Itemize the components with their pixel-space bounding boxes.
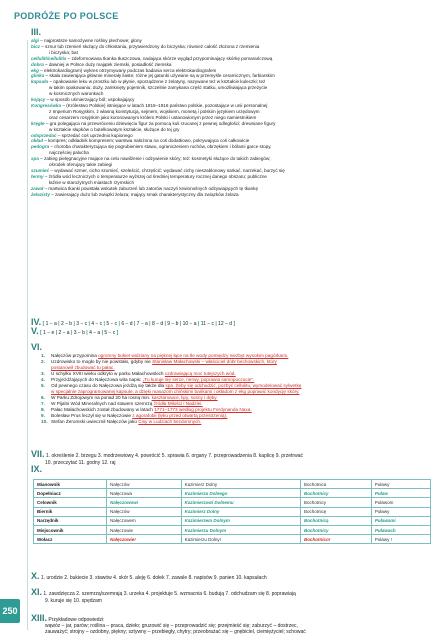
table-cell: Kazimierz Dolny [181,507,300,516]
sentence-number: 8. [41,407,45,412]
pair-answer: c [114,321,118,327]
pair-number: 3 [73,330,77,336]
sentence-answer: Cisy w Ludziach bezdomnych. [138,419,202,424]
sentence-answer: ogromny bukiet widziany na pięknej łące na tle wody pomiędzy niezbyt wysokim pagórkami. [98,353,289,358]
table-cell: Puławy [371,480,430,489]
pair-number: 9 [167,321,171,327]
glossary-term: celluliti/cellulitis [31,55,67,61]
pair-dash: – [223,321,230,327]
pair-answer: b [69,321,73,327]
section-XI-text-2: 9. kuruje się 10. spędzam [45,597,102,604]
sentence-answer: z agorafobii (lęku przed otwartą przestrzenią). [132,413,228,418]
pair-number: 5 [104,330,108,336]
glossary-definition: łaźnie w starożytnych miastach rzymskich [49,179,135,185]
table-cell: Nałęczowem [107,516,182,525]
glossary-definition: – dawniej w Polsce duży majątek ziemski, posiadłość ziemska [43,61,172,67]
glossary-term: bicz [31,43,40,49]
glossary-term: dobra [31,61,44,67]
pair-dash: – [91,330,98,336]
bracket: ] [115,330,119,336]
bracket: | [102,321,107,327]
glossary-definition: – w sposób uśmierzający ból; uspokajający [45,97,135,103]
bracket: | [178,321,183,327]
table-cell: Nałęczowie [107,525,182,534]
section-VII-number: VII. [31,449,45,459]
pair-number: 3 [76,321,80,327]
glossary-definition: w kosmicznych warunkach [49,91,104,97]
pair-dash: – [107,330,113,336]
glossary-term: żelazisty [31,191,50,197]
table-cell: Bochotnicy [300,498,371,507]
sentence-text: Nałęczów przypomina [51,353,99,358]
table-cell: Bochotnico! [300,535,371,544]
pair-number: 6 [121,321,125,327]
sentence-answer: kasztanowce, lipy, sosny i dęby. [151,395,218,400]
pair-dash: – [124,321,130,327]
table-cell: Nałęczowie! [107,535,182,544]
glossary-definition: – opakowanie leku w proszku lub w płynie, sporządzone z żelatyny, nazywane też w kształcie kuleczki; też [48,79,266,85]
sentence-answer: postanowił zbudować tu pałac. [51,365,115,370]
table-row [34,525,431,534]
bracket: | [84,330,90,336]
section-V-number: V. [31,326,39,336]
margin-rule [27,40,28,630]
glossary-term: szumieć [31,167,50,173]
glossary-definition: – najprostsze samożywne rośliny plechowe; glony [38,38,142,43]
bracket: | [117,321,122,327]
glossary-term: okład [31,138,43,144]
table-row [34,507,431,516]
glossary-entry [31,192,435,198]
pair-dash: – [170,321,176,327]
table-cell: Celownik [34,498,107,507]
declension-table [33,479,431,544]
glossary-definition: – wydawać szmer, cicho szumieć, szeleścić, chrzęścić; wydawać cichy nieszablonowy sarkać, narzekać, burzyć się [49,167,285,173]
table-cell: Bochotnicy [300,489,371,498]
section-IV-answers [43,321,236,327]
pair-dash: – [76,330,83,336]
pair-answer: a [66,330,70,336]
sentence-text: U schyłku XVIII wieku odkryto w parku Małachowskich [51,371,165,376]
table-cell: Kazimierz Dolny [181,480,300,489]
pair-answer: a [145,321,148,327]
table-cell: Kazimierza Dolnego [181,489,300,498]
table-cell: Bochotnica [300,480,371,489]
sentence-number: 7. [41,401,45,406]
section-VII-text-2: 10. przeczytać 11. godny 12. raj [45,459,116,466]
glossary-definition: i biczyska; bat [49,49,78,55]
glossary-definition: – (Królestwo Polskie) istniejące w latach 1815–1916 państwo polskie, pozostające w unii personalnej [61,102,268,108]
sentence-text: W Pijalni Wód Mineralnych nad stawem szemrzą [51,401,154,406]
glossary-definition: – sprzedać coś uprzednio kupionego [56,132,133,138]
table-cell: Miejscownik [34,525,107,534]
glossary-list [31,38,435,197]
answer-sentence [31,419,435,425]
bracket: | [72,321,77,327]
section-IV [31,319,235,327]
bracket: [ [40,330,44,336]
section-IV-number: IV. [31,317,42,327]
table-cell: Bochotnicą [300,516,371,525]
section-XI-text: 1. zawdzięcza 2. szemrzą/szemrają 3. urzeka 4. projektuje 5. wzmacnia 6. budują 7. odchudzam się 8. poprawiają [43,591,296,597]
sentence-answer: „Tu kurujе się serce, nerwy, poprawia samopoczucie”. [142,377,255,382]
sentence-answer: spa. Żeby się odchudzić, pozbyć cellulitu, wymodelować sylwetkę [165,383,302,388]
sentence-text: Uzdrowisko to mogło by nie powstało, gdyby nie [51,359,153,364]
pair-number: 8 [151,321,155,327]
pair-answer: d [129,321,133,327]
table-cell: Nałęczowa [107,489,182,498]
bracket: | [196,321,201,327]
page-header-title: PODRÓŻE PO POLSCE [14,11,119,21]
section-V-answers [40,330,118,336]
table-cell: Kazimierzem Dolnym [181,516,300,525]
glossary-definition: – skała zawierająca głównie minerały ilaste; różne jej gatunki używane są w przemyśle ceramicznym, farbiarskim [44,73,275,79]
section-XIII-line-2: zauważyć; strojny – ozdobny, piękny; sztywny – przebiegły, chytry; przeobrażać się – gnębiciel, ciemiężyciel; schować [45,629,306,636]
section-XIII [31,615,435,636]
pair-dash: – [48,321,54,327]
sentence-answer: uzdrawiającą moc tutejszych wód. [164,371,236,376]
glossary-definition: najczęściej palucha [49,150,89,156]
sentence-number: 6. [41,395,45,400]
section-III-number: III. [31,27,42,37]
sentence-answer: źródła Miłości i Nadziei. [153,401,203,406]
sentence-text: Przyjeżdżających do Nałęczowa wita napis: [51,377,143,382]
section-VI-answers [31,353,435,425]
sentence-answer: w specjalnie zaprogramowanej kapsule, a dzięki masażom chińskimi bańkami i okładom z ekg poprawić kondycję skóry. [51,389,300,394]
section-XIII-line-1: wąwóz – jar, parów; roślina – praca, dzieło; gruzowić się – przeprowadzić się; przejmieść się; zaburzyć – dostrzec, [45,623,298,630]
sentence-number: 2. [41,359,45,364]
table-cell: Bochotnicę [300,507,371,516]
table-row [34,516,431,525]
pair-dash: – [45,330,52,336]
bracket: | [87,321,92,327]
glossary-definition: w kształcie słupków o butelkowatym kształcie, służące do tej gry [49,126,180,132]
sentence-text: W Parku Zdrojowym na ponad 20 ha rosną min. [51,395,152,400]
pair-answer: c [84,321,88,327]
pair-dash: – [139,321,146,327]
section-VII [31,451,435,475]
pair-number: 1 [43,330,46,336]
pair-answer: d [229,321,233,327]
sentence-number: 10. [41,419,48,424]
sentence-answer: 1771–1773 według projektu Ferdynanda Naxa. [154,407,252,412]
glossary-definition: – zdeformowana tkanka tłuszczowa, nadająca skórze wygląd przypominający skórkę pomarańczową [66,55,273,61]
section-XIII-number: XIII. [31,613,48,623]
section-VI-number: VI. [31,342,43,352]
sentence-text: Bolesław Prus leczył się w Nałęczowie [51,413,133,418]
table-cell: Mianownik [34,480,107,489]
table-cell: Bochotnicy [300,525,371,534]
bracket: | [132,321,137,327]
table-cell: Nałęczów [107,507,182,516]
pair-number: 5 [106,321,110,327]
bracket: | [147,321,152,327]
bracket: | [213,321,219,327]
section-X-number: X. [31,571,40,581]
glossary-term: pedogra [31,144,50,150]
pair-dash: – [109,321,115,327]
bracket: | [54,330,59,336]
glossary-definition: ośrodek oferujący takie zabiegi [49,162,113,168]
table-cell: Puławami [371,516,430,525]
section-VI [31,342,435,425]
pair-answer: c [211,321,214,327]
sentence-number: 4. [41,377,45,382]
pair-number: 2 [58,330,62,336]
section-XIII-intro: Przykładowe odpowiedzi: [48,617,105,623]
glossary-definition: z Imperium Rosyjskim, z własną konstytucją, sejmem, wojskiem, monetą i polskim językiem urzędowym [49,108,260,114]
page-number-badge: 250 [0,599,20,623]
table-cell: Puławy ! [371,535,430,544]
table-cell: Narzędnik [34,516,107,525]
glossary-definition: – choroba charakteryzująca się pogrubieniem stawu, ograniczeniem ruchów, obrzękiem i bólami garce stopy, [49,144,272,150]
pair-number: 4 [91,321,95,327]
glossary-term: Kongresówka [31,102,62,108]
table-cell: Puławy [371,507,430,516]
bracket: | [100,330,105,336]
pair-answer: b [82,330,85,336]
pair-answer: d [160,321,164,327]
glossary-definition: – gra polegająca na przewróceniu dziewięciu figur za pomocą kuli rzucanej z pewnej odległości; drewniane figury [44,120,276,126]
sentence-text: Pałac Małachowskich został zbudowany w latach [51,407,155,412]
glossary-definition: – źródła wód leczniczych o temperaturze wyższej od średniej temperatury rocznej danego obszaru; publiczne [43,173,267,179]
pair-dash: – [79,321,85,327]
pair-answer: c [112,330,116,336]
table-cell: Kazimierzowi Dolnemu [181,498,300,507]
pair-number: 2 [60,321,64,327]
glossary-term: ekg [31,67,39,73]
table-cell: Dopełniacz [34,489,107,498]
table-cell: Wołacz [34,535,107,544]
section-V [31,328,118,336]
section-X-text: 1. urodzie 2. bukiecie 3. stawów 4. skór 5. aleję 6. dołek 7. zawale 8. napisów 9. panien 10. kapsułach [40,575,267,581]
bracket: | [163,321,168,327]
pair-answer: a [97,330,101,336]
declension-table-wrap [33,479,431,544]
sentence-number: 9. [41,413,45,418]
glossary-definition: – sznur lub rzemień służący do chłostania, przytwierdzony do biczyska; również całość złożona z rzemienia [39,43,260,49]
table-cell: Kazimierzu Dolny! [181,535,300,544]
section-X [31,573,435,582]
table-cell: Puław [371,489,430,498]
glossary-term: odsprzedać [31,132,57,138]
glossary-term: algi [31,38,39,43]
glossary-term: kapsuła [31,79,49,85]
table-row [34,480,431,489]
section-XI [31,589,435,604]
table-cell: Kazimierzu Dolnym [181,525,300,534]
bracket: ] [232,321,236,327]
glossary-definition: – kompres; odkładnik kompresem; warstwa nałożona na coś dodatkowo, pokrywająca coś całkowicie [43,138,250,144]
pair-dash: – [61,330,67,336]
sentence-number: 1. [41,353,45,358]
pair-answer: a [193,321,197,327]
pair-dash: – [63,321,70,327]
pair-answer: c [99,321,103,327]
bracket: [ [42,321,46,327]
section-IX-number: IX. [31,464,43,475]
pair-number: 4 [89,330,92,336]
pair-number: 7 [136,321,140,327]
pair-answer: a [53,321,57,327]
table-cell: Puławach [371,525,430,534]
table-cell: Biernik [34,507,107,516]
sentence-number: 5. [41,383,45,388]
glossary-term: kręgle [31,120,45,126]
glossary-term: zawał [31,185,44,191]
glossary-definition: – elektrokardiogram) wykres otrzymywany podczas badania serca elektrokardiografem [38,67,217,73]
table-cell: Nałęczów [107,480,182,489]
glossary-term: kojący [31,97,46,103]
pair-dash: – [205,321,212,327]
table-row [34,535,431,544]
table-row [34,489,431,498]
sentence-text: Od pewnego czasu do Nałęczowa jeżdżą się także dla [51,383,166,388]
glossary-definition: – zawierający dużo lub związki żelaza; mający smak charakterystyczny dla związków żelaza [49,191,239,197]
table-cell: Nałęczowowi [107,498,182,507]
glossary-term: termy [31,173,44,179]
sentence-number: 3. [41,371,45,376]
section-XI-number: XI. [31,587,43,597]
pair-dash: – [188,321,194,327]
sentence-answer: Stanisław Małachowski – właściciel dóbr bechowskich, który [152,359,277,364]
pair-answer: e [51,330,55,336]
glossary-definition: oraz cesarzem rosyjskim jako koronowanym królem Polski i ustanowionym przez niego namiestnikiem [49,114,257,120]
table-cell: Puławom [371,498,430,507]
pair-number: 1 [45,321,49,327]
pair-dash: – [154,321,161,327]
table-row [34,498,431,507]
pair-number: 12 [218,321,224,327]
pair-dash: – [94,321,100,327]
pair-number: 10 [182,321,189,327]
glossary-definition: – martwica tkanki powstała wskutek zaburzeń lub zatorów naczyń krwionośnych odżywiających tę tkankę [43,185,258,191]
pair-number: 11 [200,321,206,327]
glossary-definition: – zabieg pielęgnacyjne mające na celu nawilżenie i odżywienie skóry; też: kosmetyki służące do takich zabiegów; [38,156,271,162]
pair-answer: b [175,321,179,327]
section-VII-text: 1. określenie 2. brzegu 3. modrzewiowy 4. powrócić 5. sprawia 6. organy 7. przeprowadzenia 8. kaplicę 9. przetrwać [45,453,303,459]
glossary-term: glinka [31,73,45,79]
bracket: | [56,321,61,327]
sentence-text: Stefan Żeromski uwiecznił Nałęczów jako [51,419,139,424]
glossary-term: spa [31,156,39,162]
glossary-definition: w takim opakowaniu; duży, zamknięty pojemnik, szczelnie zamykana część statku, umożliwiająca przeżycie [49,85,268,91]
bracket: | [69,330,74,336]
